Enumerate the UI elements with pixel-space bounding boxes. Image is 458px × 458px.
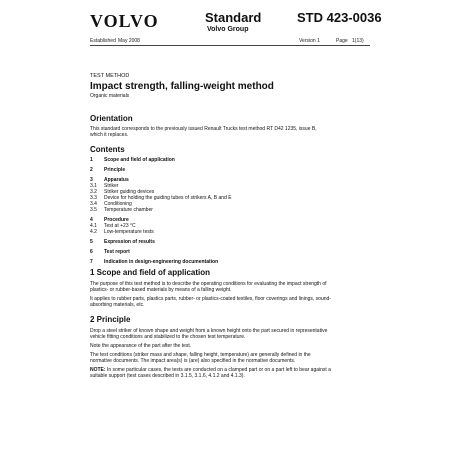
established-label: Established [90, 38, 116, 44]
toc-item-label: Scope and field of application [104, 157, 175, 163]
toc-item-label: Striker [104, 183, 119, 189]
toc-item [90, 249, 130, 255]
toc-item-number: 4.1 [90, 223, 97, 229]
toc-item [90, 229, 154, 235]
section2-p1-line2: vehicle fitting conditions and stabilized to the chosen test temperature. [90, 334, 246, 340]
toc-item-label: Test at +23 °C [104, 223, 136, 229]
toc-item-number: 3.2 [90, 189, 97, 195]
toc-item-label: Conditioning [104, 201, 132, 207]
orientation-text-line1: This standard corresponds to the previously issued Renault Trucks test method RT D42 1235, issue B, [90, 126, 317, 132]
toc-item-label: Indication in design-engineering documentation [104, 259, 219, 265]
section2-p3-line2: normative documents. The impact area(s) is (are) also specified in the normative documents. [90, 358, 296, 364]
toc-item-label: Device for holding the guiding tubes of strikers A, B and E [104, 195, 232, 201]
section1-p1-line1: The purpose of this test method is to describe the operating conditions for evaluating the impact strength of [90, 281, 327, 287]
section1-p1-line2: plastics- or rubber-based materials by means of a falling weight. [90, 287, 232, 293]
section2-p3-line1: The test conditions (striker mass and shape, falling height, temperature) are generally defined in the [90, 352, 311, 358]
section1-heading: 1 Scope and field of application [90, 268, 211, 277]
toc-item [90, 157, 175, 163]
toc-item-label: Principle [104, 167, 126, 173]
toc-item-label: Temperature chamber [104, 207, 153, 213]
toc-item-number: 3.1 [90, 183, 97, 189]
toc-item-label: Striker guiding devices [104, 189, 155, 195]
section2-p1-line1: Drop a steel striker of known shape and weight from a known height onto the part secured in representative [90, 328, 328, 334]
section2-heading: 2 Principle [90, 315, 131, 324]
standard-title: Standard [205, 10, 262, 25]
toc-item [90, 167, 125, 173]
volvo-logo: VOLVO [90, 11, 159, 31]
toc-item [90, 207, 153, 213]
toc-item [90, 239, 155, 245]
note-text: In some particular cases, the tests are conducted on a clamped part or on a part left to bear against a [105, 367, 331, 373]
orientation-text-line2: which it replaces. [90, 132, 129, 138]
toc-item-label: Test report [104, 249, 130, 255]
toc-item-number: 3 [90, 177, 93, 183]
toc-item-number: 2 [90, 167, 93, 173]
toc-item-label: Apparatus [104, 177, 129, 183]
toc-item-label: Procedure [104, 217, 129, 223]
contents-heading: Contents [90, 145, 125, 154]
doc-subtitle: Organic materials [90, 93, 130, 99]
toc-item-number: 3.5 [90, 207, 97, 213]
section1-p2-line2: absorbing materials, etc. [90, 302, 145, 308]
doc-title: Impact strength, falling-weight method [90, 81, 274, 92]
toc-item-number: 7 [90, 259, 93, 265]
toc-item-label: Low-temperature tests [104, 229, 154, 235]
doc-type: TEST METHOD [90, 73, 130, 79]
toc-item-label: Expression of results [104, 239, 155, 245]
toc-item-number: 1 [90, 157, 93, 163]
page-number: 1(13) [352, 38, 364, 44]
toc-item-number: 6 [90, 249, 93, 255]
version-label: Version 1 [299, 38, 320, 44]
toc-item-number: 3.3 [90, 195, 97, 201]
toc-item [90, 259, 218, 265]
volvo-group-label: Volvo Group [207, 26, 249, 33]
page-label: Page [336, 38, 348, 44]
established-value: May 2008 [118, 38, 140, 44]
header-divider [90, 45, 370, 46]
orientation-heading: Orientation [90, 114, 133, 123]
toc-item-number: 3.4 [90, 201, 97, 207]
section1-p2-line1: It applies to rubber parts, plastics parts, rubber- or plastics-coated textiles, floor coverings and linings, sound- [90, 296, 331, 302]
note-label: NOTE: [90, 367, 106, 373]
toc-item-number: 4 [90, 217, 93, 223]
toc-item-number: 5 [90, 239, 93, 245]
section2-p4-line2: suitable support (test cases described in 3.1.5, 3.1.6, 4.1.2 and 4.1.3). [90, 373, 245, 379]
standard-number: STD 423-0036 [297, 10, 382, 25]
section2-p2: Note the appearance of the part after the test. [90, 343, 192, 349]
toc-item-number: 4.2 [90, 229, 97, 235]
